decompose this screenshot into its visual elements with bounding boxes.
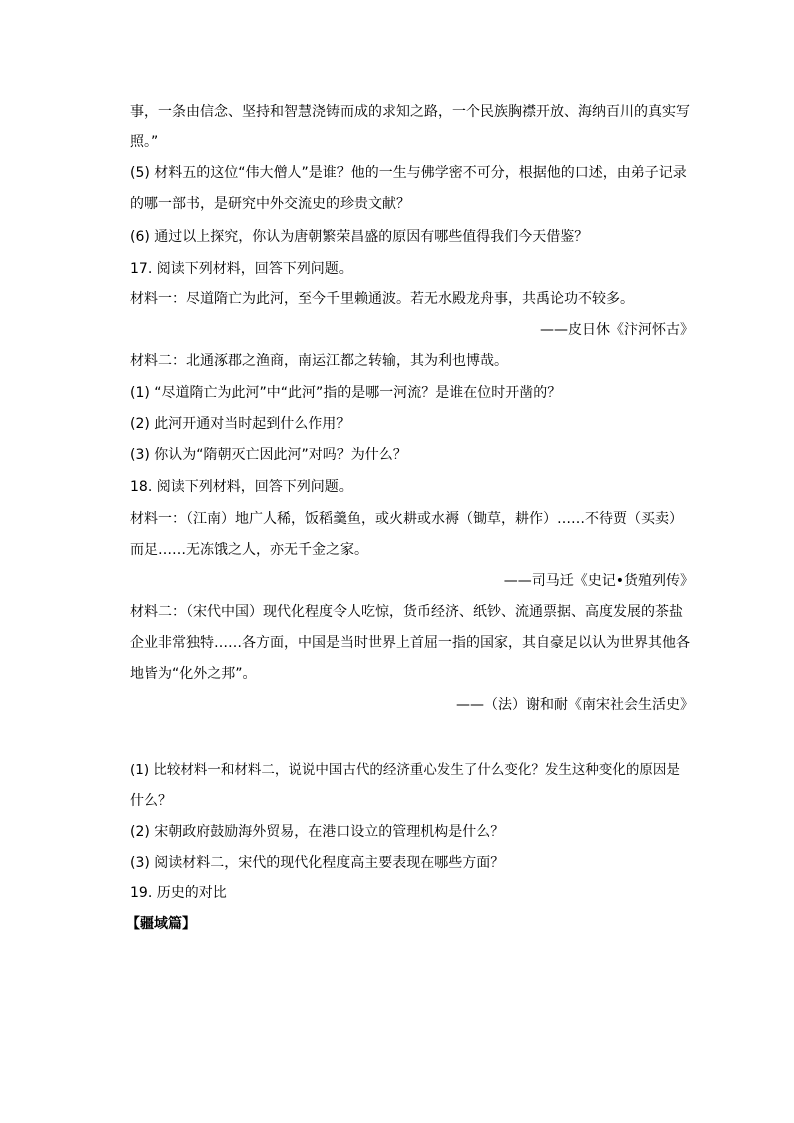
material-1: 材料一：尽道隋亡为此河，至今千里赖通波。若无水殿龙舟事，共禹论功不较多。 [130,291,634,307]
question-17-1: (1) “尽道隋亡为此河”中“此河”指的是哪一河流？是谁在位时开凿的？ [130,385,562,401]
question-18-heading: 18. 阅读下列材料，回答下列问题。 [130,479,353,495]
section-heading: 【疆域篇】 [126,916,196,932]
material-1: 材料一：（江南）地广人稀，饭稻羹鱼，或火耕或水褥（锄草，耕作）……不待贾（买卖） [130,511,683,527]
question-18-1: (1) 比较材料一和材料二，说说中国古代的经济重心发生了什么变化？发生这种变化的原因是 [130,762,680,778]
material-2: 材料二：北通涿郡之渔商，南运江都之转输，其为利也博哉。 [130,353,508,369]
question-17-2: (2) 此河开通对当时起到什么作用？ [130,416,351,432]
text-line: 事，一条由信念、坚持和智慧浇铸而成的求知之路，一个民族胸襟开放、海纳百川的真实写 [130,104,690,120]
question-18-3: (3) 阅读材料二，宋代的现代化程度高主要表现在哪些方面？ [130,855,505,871]
text-line: 企业非常独特……各方面，中国是当时世界上首屈一指的国家，其自豪足以认为世界其他各 [130,635,690,651]
question-17-3: (3) 你认为“隋朝灭亡因此河”对吗？为什么？ [130,447,407,463]
text-line: 的哪一部书，是研究中外交流史的珍贵文献？ [130,196,410,212]
text-line: 照。” [130,134,159,150]
material-2: 材料二：（宋代中国）现代化程度令人吃惊，货币经济、纸钞、流通票据、高度发展的茶盐 [130,604,683,620]
question-17-heading: 17. 阅读下列材料，回答下列问题。 [130,261,353,277]
question-5: (5) 材料五的这位“伟大僧人”是谁？他的一生与佛学密不可分，根据他的口述，由弟子记录 [130,165,687,181]
text-line: 什么？ [130,793,172,809]
text-line: 而足……无冻饿之人，亦无千金之家。 [130,542,368,558]
question-18-2: (2) 宋朝政府鼓励海外贸易，在港口设立的管理机构是什么？ [130,824,505,840]
citation: ——皮日休《汴河怀古》 [540,322,694,338]
question-19-heading: 19. 历史的对比 [130,885,227,901]
text-line: 地皆为“化外之邦”。 [130,666,257,682]
citation: ——（法）谢和耐《南宋社会生活史》 [456,697,694,713]
question-6: (6) 通过以上探究，你认为唐朝繁荣昌盛的原因有哪些值得我们今天借鉴？ [130,229,589,245]
citation: ——司马迁《史记•货殖列传》 [503,573,694,589]
